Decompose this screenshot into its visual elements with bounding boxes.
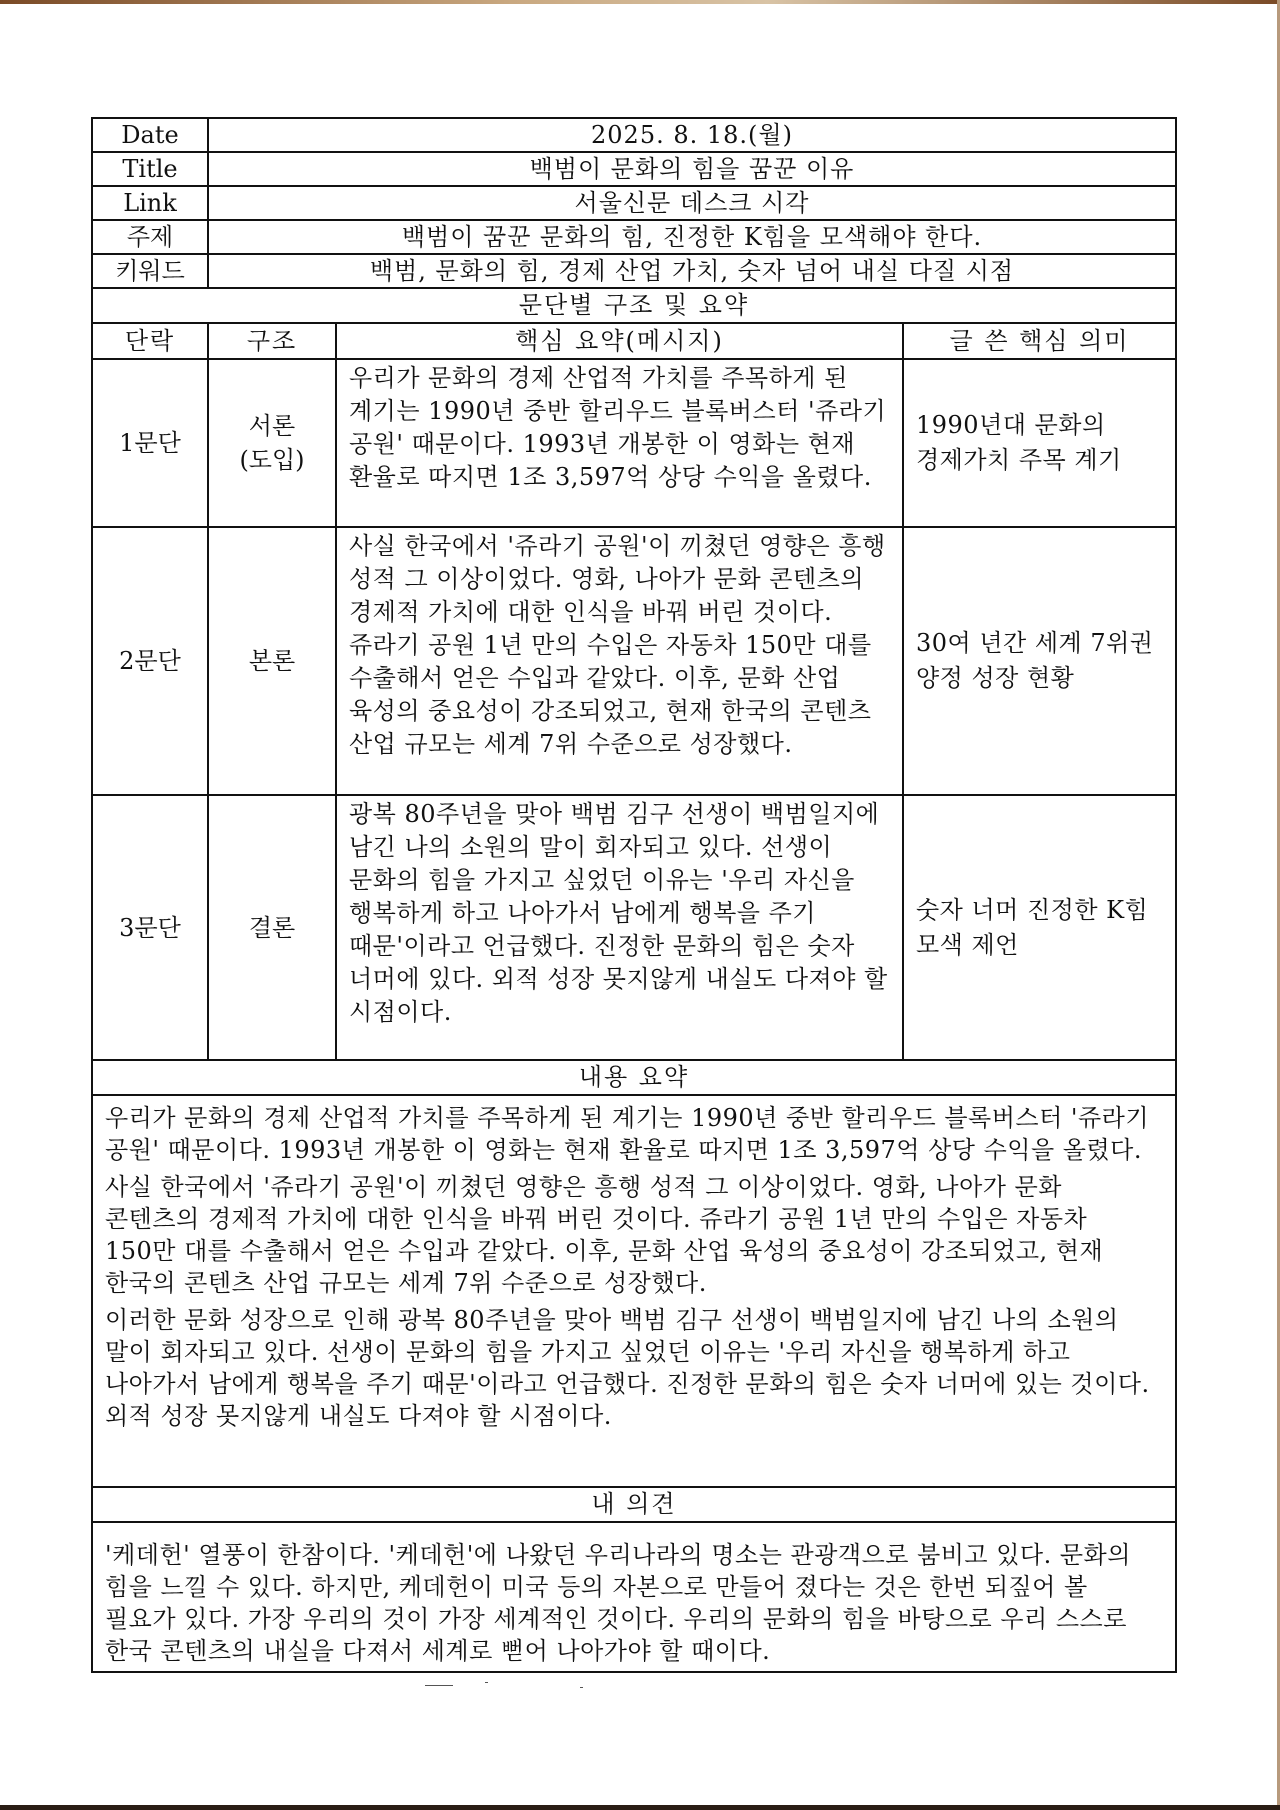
meaning-text: 1990년대 문화의 경제가치 주목 계기 [916,411,1122,474]
keywords-label: 키워드 [93,255,209,287]
content-summary-title: 내용 요약 [578,1063,690,1091]
table-row [93,796,1175,1061]
table-row [93,360,1175,528]
paragraph-cell: 2문단 [93,528,209,794]
structure-section-header [93,289,1175,324]
keywords-value: 백범, 문화의 힘, 경제 산업 가치, 숫자 넘어 내실 다질 시점 [369,257,1015,285]
column-header-meaning: 글 쓴 핵심 의미 [949,327,1130,355]
summary-cell: 우리가 문화의 경제 산업적 가치를 주목하게 된 계기는 1990년 중반 할리우드 블록버스터 '쥬라기 공원' 때문이다. 1993년 개봉한 이 영화는 현재 환율로 따지면 1조 3,597억 상당 수익을 올렸다. [337,360,904,526]
title-value: 백범이 문화의 힘을 꿈꾼 이유 [529,155,855,183]
structure-sublabel: (도입) [239,446,305,474]
opinion-body [93,1523,1175,1671]
page-edge-top [0,0,1280,4]
meta-row-keywords [93,255,1175,289]
structure-column-headers [93,324,1175,360]
paragraph-cell: 1문단 [93,360,209,526]
opinion-title: 내 의견 [591,1490,677,1518]
structure-cell [209,796,337,1059]
meta-row-link [93,187,1175,221]
summary-cell: 사실 한국에서 '쥬라기 공원'이 끼쳤던 영향은 흥행 성적 그 이상이었다. 영화, 나아가 문화 콘텐츠의 경제적 가치에 대한 인식을 바꿔 버린 것이다. 쥬라기 공원 1년 만의 수입은 자동차 150만 대를 수출해서 얻은 수입과 같았다. 이후, 문화 산업 육성의 중요성이 강조되었고, 현재 한국의 콘텐츠 산업 규모는 세계 7위 수준으로 성장했다. [337,528,904,794]
structure-cell [209,360,337,526]
opinion-text: '케데헌' 열풍이 한참이다. '케데헌'에 나왔던 우리나라의 명소는 관광객으로 붐비고 있다. 문화의 힘을 느낄 수 있다. 하지만, 케데헌이 미국 등의 자본으로 만들어 졌다는 것은 한번 되짚어 볼 필요가 있다. 가장 우리의 것이 가장 세계적인 것이다. 우리의 문화의 힘을 바탕으로 우리 스스로 한국 콘텐츠의 내실을 다져서 세계로 뻗어 나아가야 할 때이다. [105,1541,1131,1665]
column-header-structure: 구조 [209,324,337,358]
paragraph-cell: 3문단 [93,796,209,1059]
topic-label: 주제 [93,221,209,253]
meaning-cell [904,360,1175,526]
meaning-cell [904,528,1175,794]
date-value: 2025. 8. 18.(월) [591,121,793,149]
page-edge-bottom [0,1805,1280,1810]
scan-artifact [425,1682,595,1688]
summary-paragraph: 이러한 문화 성장으로 인해 광복 80주년을 맞아 백범 김구 선생이 백범일지에 남긴 나의 소원의 말이 회자되고 있다. 선생이 문화의 힘을 가지고 싶었던 이유는 '우리 자신을 행복하게 하고 나아가서 남에게 행복을 주기 때문'이라고 언급했다. 진정한 문화의 힘은 숫자 너머에 있는 것이다. 외적 성장 못지않게 내실도 다져야 할 시점이다. [105,1306,1150,1430]
link-label: Link [93,187,209,219]
column-header-summary: 핵심 요약(메시지) [337,324,904,358]
meta-row-date [93,119,1175,153]
meaning-text: 숫자 너머 진정한 K힘 모색 제언 [916,895,1149,959]
opinion-header [93,1488,1175,1523]
column-header-paragraph: 단락 [93,324,209,358]
table-row [93,528,1175,796]
meaning-text: 30여 년간 세계 7위권 양정 성장 현황 [916,629,1154,692]
structure-label: 결론 [248,913,296,942]
structure-label: 본론 [248,647,296,675]
meaning-cell [904,796,1175,1059]
structure-label: 서론 [248,412,296,440]
date-label: Date [93,119,209,151]
meta-row-topic [93,221,1175,255]
worksheet-table [91,117,1177,1673]
title-label: Title [93,153,209,185]
summary-paragraph: 사실 한국에서 '쥬라기 공원'이 끼쳤던 영향은 흥행 성적 그 이상이었다. 영화, 나아가 문화 콘텐츠의 경제적 가치에 대한 인식을 바꿔 버린 것이다. 쥬라기 공원 1년 만의 수입은 자동차 150만 대를 수출해서 얻은 수입과 같았다. 이후, 문화 산업 육성의 중요성이 강조되었고, 현재 한국의 콘텐츠 산업 규모는 세계 7위 수준으로 성장했다. [105,1173,1104,1297]
meta-row-title [93,153,1175,187]
structure-section-title: 문단별 구조 및 요약 [518,291,750,319]
link-value: 서울신문 데스크 시각 [574,189,810,217]
summary-paragraph: 우리가 문화의 경제 산업적 가치를 주목하게 된 계기는 1990년 중반 할리우드 블록버스터 '쥬라기 공원' 때문이다. 1993년 개봉한 이 영화는 현재 환율로 따지면 1조 3,597억 상당 수익을 올렸다. [105,1104,1150,1164]
summary-cell: 광복 80주년을 맞아 백범 김구 선생이 백범일지에 남긴 나의 소원의 말이 회자되고 있다. 선생이 문화의 힘을 가지고 싶었던 이유는 '우리 자신을 행복하게 하고 나아가서 남에게 행복을 주기 때문'이라고 언급했다. 진정한 문화의 힘은 숫자 너머에 있다. 외적 성장 못지않게 내실도 다져야 할 시점이다. [337,796,904,1059]
content-summary-body [93,1096,1175,1488]
structure-cell [209,528,337,794]
content-summary-header [93,1061,1175,1096]
topic-value: 백범이 꿈꾼 문화의 힘, 진정한 K힘을 모색해야 한다. [401,223,983,251]
